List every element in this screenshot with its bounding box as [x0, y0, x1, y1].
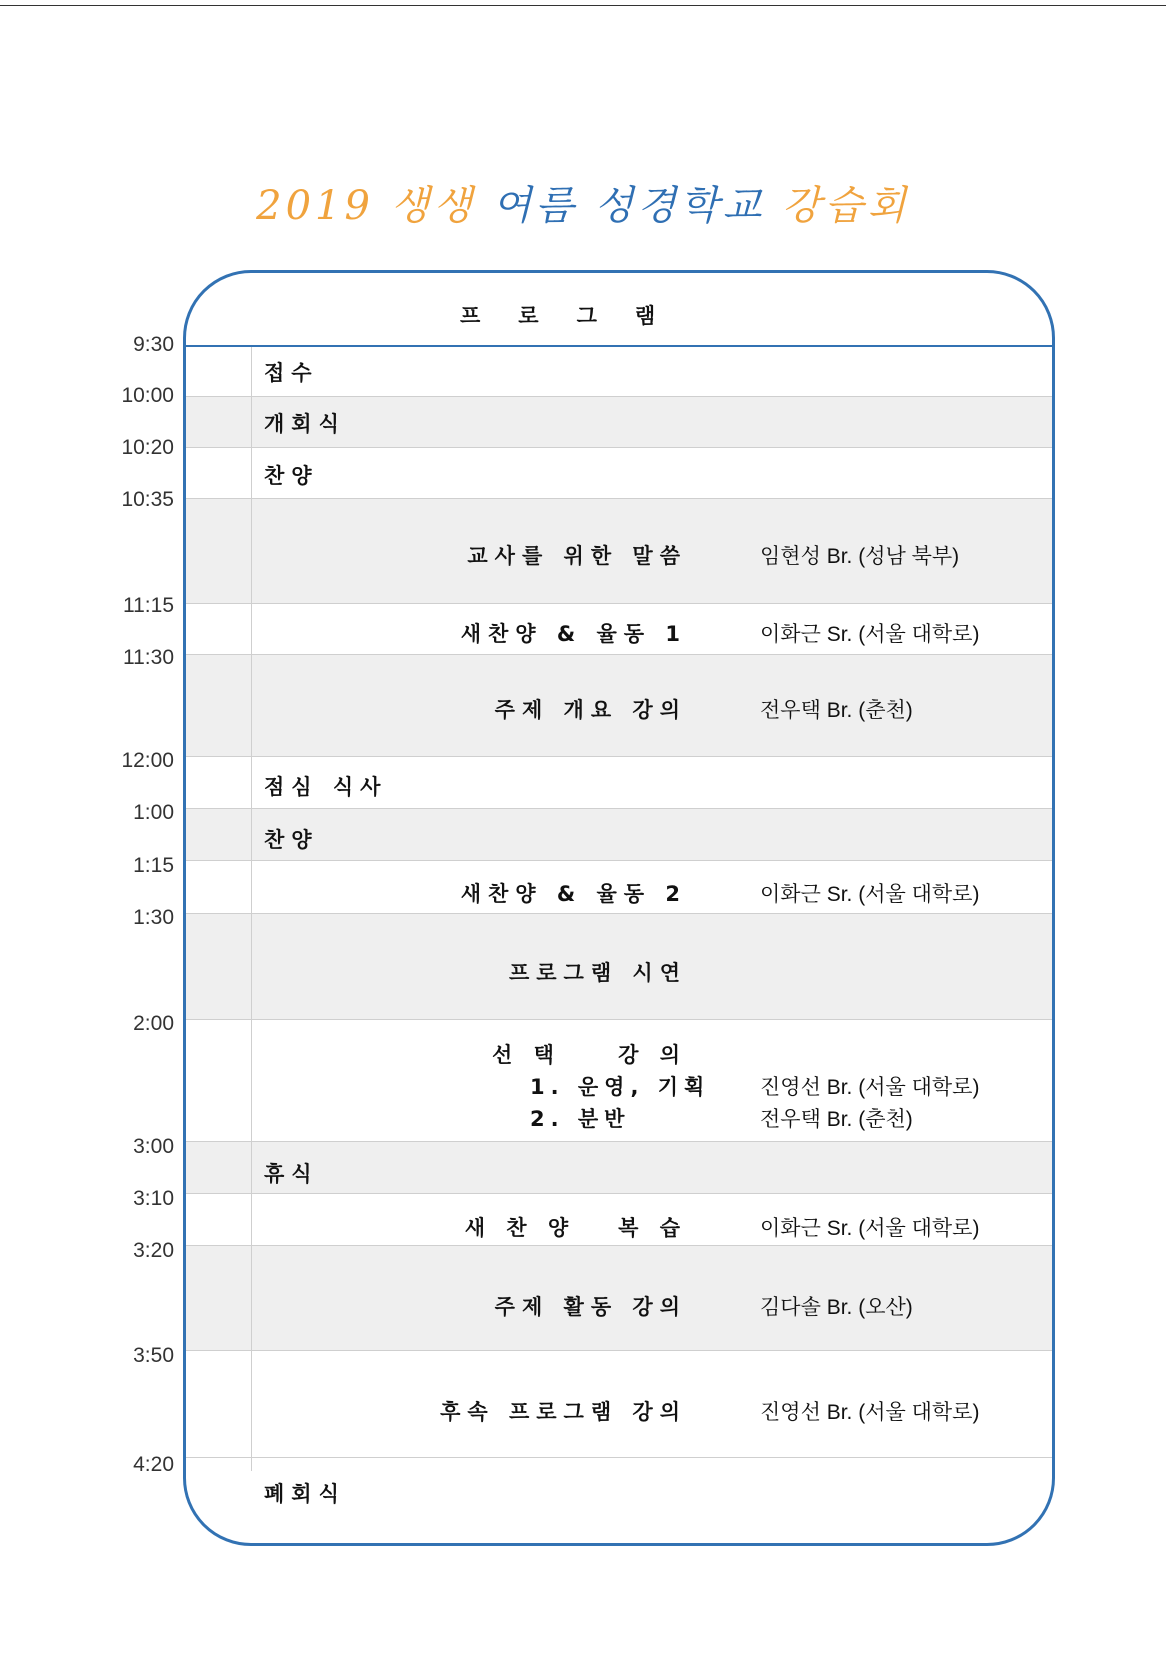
header-divider [183, 345, 1055, 347]
time-label: 3:00 [133, 1135, 174, 1158]
time-label: 10:00 [121, 384, 174, 407]
speaker-label: 진영선 Br. (서울 대학로) [760, 1401, 980, 1424]
page-title [0, 174, 1166, 231]
time-label: 10:20 [121, 436, 174, 459]
title-workshop-part: 강습회 [781, 183, 910, 229]
session-label: 주제 활동 강의 [494, 1295, 687, 1319]
row-divider [183, 1350, 1055, 1351]
row-divider [183, 654, 1055, 655]
session-label: 새찬양 & 율동 1 [460, 622, 687, 646]
event-label: 찬양 [264, 828, 319, 852]
time-label: 1:30 [133, 906, 174, 929]
row-divider [183, 498, 1055, 499]
speaker-label: 진영선 Br. (서울 대학로) [760, 1076, 980, 1099]
speaker-label: 김다솔 Br. (오산) [760, 1296, 913, 1319]
row-divider [183, 1193, 1055, 1194]
row-divider [183, 913, 1055, 914]
session-subitem: 2. 분반 [530, 1107, 631, 1131]
title-main-part: 여름 성경학교 [492, 183, 766, 229]
time-label: 3:50 [133, 1344, 174, 1367]
time-label: 10:35 [121, 488, 174, 511]
session-label: 주제 개요 강의 [494, 698, 687, 722]
session-label: 프로그램 시연 [508, 961, 687, 985]
speaker-label: 이화근 Sr. (서울 대학로) [760, 1217, 980, 1240]
time-label: 11:15 [123, 594, 174, 617]
speaker-label: 이화근 Sr. (서울 대학로) [760, 883, 980, 906]
session-label: 새 찬 양 복 습 [464, 1216, 687, 1240]
row-divider [183, 860, 1055, 861]
speaker-label: 이화근 Sr. (서울 대학로) [760, 623, 980, 646]
session-label: 새찬양 & 율동 2 [460, 882, 687, 906]
time-label: 3:20 [133, 1239, 174, 1262]
column-divider [251, 346, 252, 1471]
row-divider [183, 1457, 1055, 1458]
event-label: 찬양 [264, 464, 319, 488]
event-label: 폐회식 [264, 1482, 346, 1506]
time-label: 9:30 [133, 333, 174, 356]
session-label: 교사를 위한 말씀 [467, 544, 687, 568]
time-label: 11:30 [123, 646, 174, 669]
row-divider [183, 808, 1055, 809]
session-subitem: 1. 운영, 기획 [530, 1075, 711, 1099]
row-divider [183, 1141, 1055, 1142]
session-label: 후속 프로그램 강의 [440, 1400, 687, 1424]
row-divider [183, 396, 1055, 397]
time-label: 3:10 [133, 1187, 174, 1210]
event-label: 개회식 [264, 412, 346, 436]
event-label: 접수 [264, 361, 319, 385]
top-rule [0, 5, 1166, 6]
speaker-label: 임현성 Br. (성남 북부) [760, 545, 960, 568]
row-divider [183, 756, 1055, 757]
row-divider [183, 1019, 1055, 1020]
row-divider [183, 603, 1055, 604]
event-label: 휴식 [264, 1162, 319, 1186]
row-divider [183, 447, 1055, 448]
time-label: 1:15 [133, 854, 174, 877]
row-divider [183, 1245, 1055, 1246]
event-label: 점심 식사 [264, 775, 388, 799]
time-label: 12:00 [121, 749, 174, 772]
program-header: 프로그램 [460, 304, 694, 328]
session-label: 선 택 강 의 [491, 1043, 687, 1067]
time-label: 4:20 [133, 1453, 174, 1476]
title-year-part: 2019 생생 [256, 183, 476, 229]
speaker-label: 전우택 Br. (춘천) [760, 699, 913, 722]
time-label: 2:00 [133, 1012, 174, 1035]
time-label: 1:00 [133, 801, 174, 824]
speaker-label: 전우택 Br. (춘천) [760, 1108, 913, 1131]
